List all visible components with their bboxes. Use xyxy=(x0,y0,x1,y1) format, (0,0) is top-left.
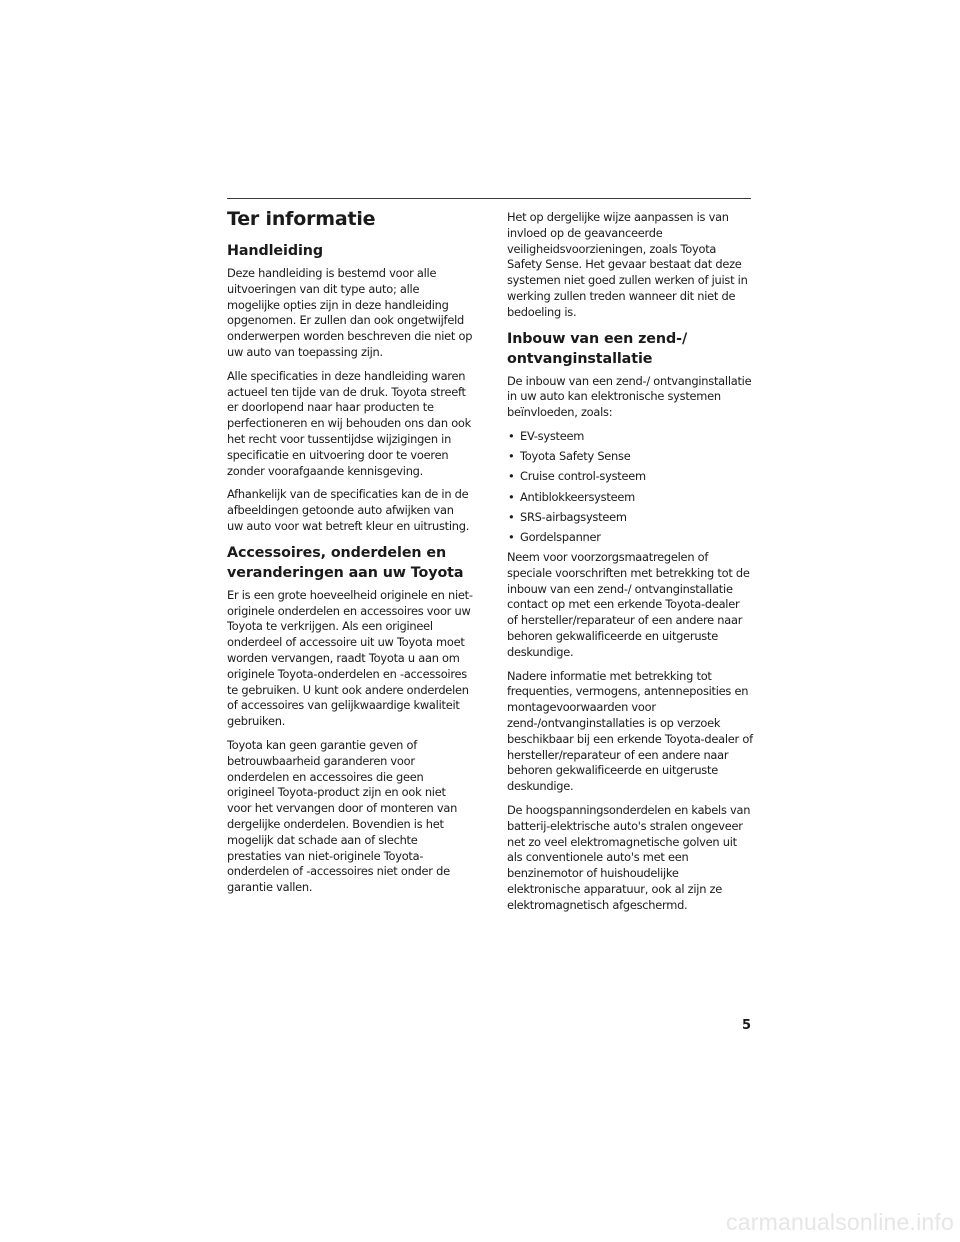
list-item: • Toyota Safety Sense xyxy=(508,449,631,464)
list-item: • Cruise control-systeem xyxy=(508,469,646,484)
systems-list xyxy=(507,429,753,546)
header-rule xyxy=(227,198,751,199)
page-number: 5 xyxy=(742,1018,752,1033)
bullet-icon: • xyxy=(508,509,515,524)
paragraph: De inbouw van een zend-/ ontvanginstallatie in uw auto kan elektronische systemen beïnvloeden, zoals: xyxy=(507,373,752,420)
paragraph: Nadere informatie met betrekking tot frequenties, vermogens, antenneposities en montagevoorwaarden voor zend-/ontvanginstallaties is op verzoek beschikbaar bij een erkende Toyota-dealer of hersteller/reparateur of een andere naar behoren gekwalificeerde en uitgeruste deskundige. xyxy=(507,668,753,794)
list-item: • Gordelspanner xyxy=(508,529,601,544)
section-heading-handleiding: Handleiding xyxy=(227,243,323,259)
paragraph: Neem voor voorzorgsmaatregelen of speciale voorschriften met betrekking tot de inbouw van een zend-/ ontvanginstallatie contact op met een erkende Toyota-dealer of hersteller/reparateur of een andere naar behoren gekwalificeerde en uitgeruste deskundige. xyxy=(507,550,750,659)
section-heading-accessoires: Accessoires, onderdelen en veranderingen aan uw Toyota xyxy=(227,544,464,581)
bullet-icon: • xyxy=(508,428,515,443)
watermark: carmanualsonline.info xyxy=(726,1209,954,1235)
left-column xyxy=(227,206,473,904)
page-title: Ter informatie xyxy=(227,208,376,230)
paragraph: Deze handleiding is bestemd voor alle uitvoeringen van dit type auto; alle mogelijke opties zijn in deze handleiding opgenomen. Er zullen dan ook ongetwijfeld onderwerpen worden beschreven die niet op uw auto van toepassing zijn. xyxy=(227,266,473,359)
paragraph: Alle specificaties in deze handleiding waren actueel ten tijde van de druk. Toyota streeft er doorlopend naar haar producten te perfectioneren en wij behouden ons dan ook het recht voor tussentijdse wijzigingen in specificatie en uitvoering door te voeren zonder voorafgaande kennisgeving. xyxy=(227,368,471,478)
list-item: • Antiblokkeersysteem xyxy=(508,489,635,504)
list-item: • EV-systeem xyxy=(508,428,585,443)
paragraph: Het op dergelijke wijze aanpassen is van invloed op de geavanceerde veiligheidsvoorzieningen, zoals Toyota Safety Sense. Het gevaar bestaat dat deze systemen niet goed zullen werken of juist in werking zullen treden wanneer dit niet de bedoeling is. xyxy=(507,210,748,319)
bullet-icon: • xyxy=(508,449,515,464)
paragraph: Toyota kan geen garantie geven of betrouwbaarheid garanderen voor onderdelen en accessoires die geen origineel Toyota-product zijn en ook niet voor het vervangen door of monteren van dergelijke onderdelen. Bovendien is het mogelijk dat schade aan of slechte prestaties van niet-originele Toyota-onderdelen of -accessoires niet onder de garantie vallen. xyxy=(227,737,458,895)
bullet-icon: • xyxy=(508,529,515,544)
list-item: • SRS-airbagsysteem xyxy=(508,509,627,524)
bullet-icon: • xyxy=(508,489,515,504)
paragraph: Afhankelijk van de specificaties kan de in de afbeeldingen getoonde auto afwijken van uw auto voor wat betreft kleur en uitrusting. xyxy=(227,487,470,533)
section-heading-inbouw: Inbouw van een zend-/ ontvanginstallatie xyxy=(507,330,688,367)
right-column xyxy=(507,210,753,922)
paragraph: De hoogspanningsonderdelen en kabels van batterij-elektrische auto's stralen ongeveer net zo veel elektromagnetische golven uit als conventionele auto's met een benzinemotor of huishoudelijke elektronische apparatuur, ook al zijn ze elektromagnetisch afgeschermd. xyxy=(507,803,751,912)
paragraph: Er is een grote hoeveelheid originele en niet-originele onderdelen en accessoires voor uw Toyota te verkrijgen. Als een origineel onderdeel of accessoire uit uw Toyota moet worden vervangen, raadt Toyota u aan om originele Toyota-onderdelen en -accessoires te gebruiken. U kunt ook andere onderdelen of accessoires van gelijkwaardige kwaliteit gebruiken. xyxy=(227,587,473,729)
bullet-icon: • xyxy=(508,469,515,484)
